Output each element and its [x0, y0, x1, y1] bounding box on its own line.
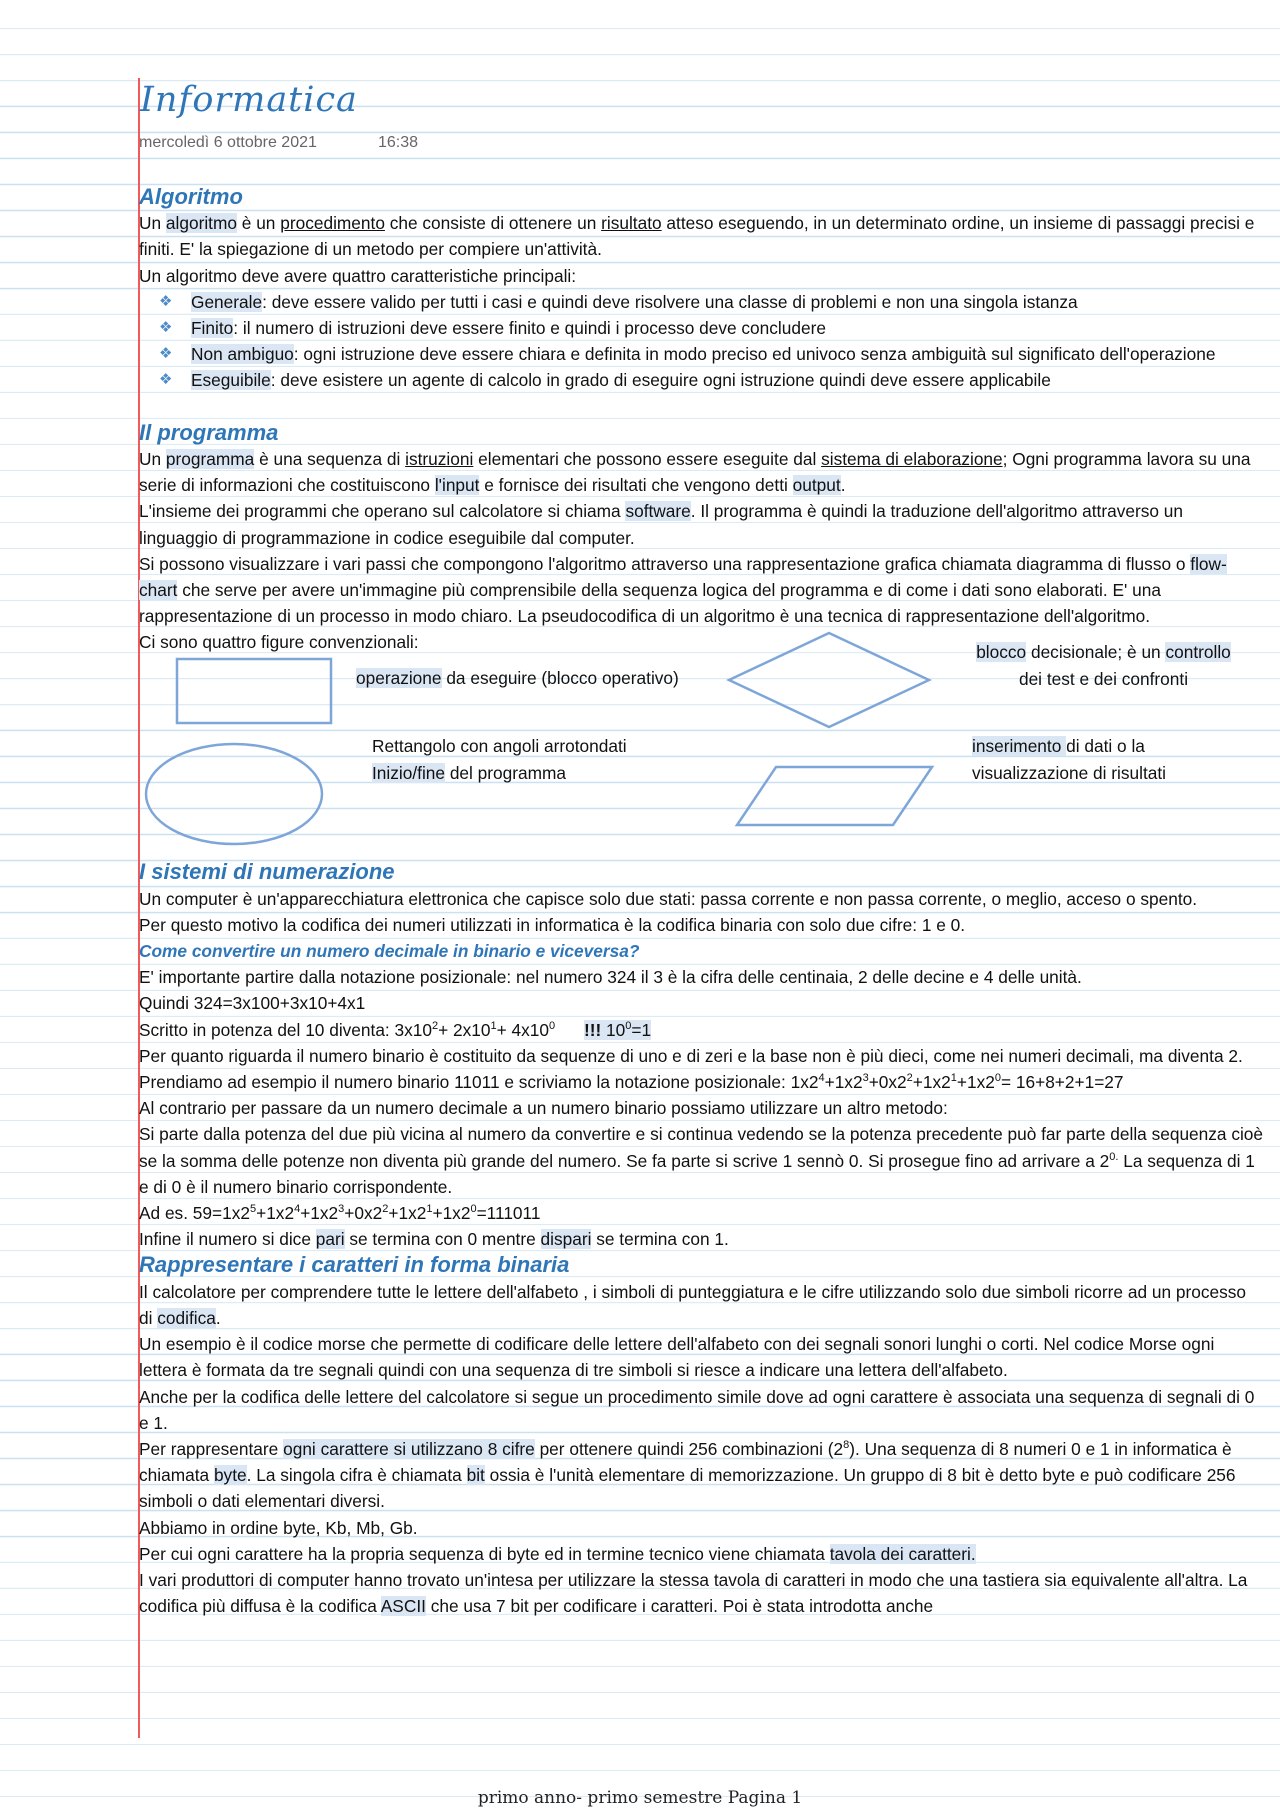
- paragraph: Al contrario per passare da un numero decimale a un numero binario possiamo utilizzare un altro metodo:: [139, 1098, 948, 1119]
- page-title: Informatica: [140, 80, 358, 120]
- paragraph: Un computer è un'apparecchiatura elettronica che capisce solo due stati: passa corrente e non passa corrente, o meglio, acceso o spento.: [139, 888, 1198, 909]
- list-item: ❖ Finito: il numero di istruzioni deve essere finito e quindi i processo deve concludere: [191, 315, 1264, 341]
- paragraph: L'insieme dei programmi che operano sul calcolatore si chiama software. Il programma è quindi la traduzione dell'algoritmo attraverso un linguaggio di programmazione in codice eseguibile dal computer.: [139, 501, 1183, 548]
- section-title-algoritmo: Algoritmo: [139, 184, 243, 209]
- flowchart-figures: [139, 629, 1264, 859]
- paragraph: Il calcolatore per comprendere tutte le lettere dell'alfabeto , i simboli di punteggiatura e le cifre utilizzando solo due simboli ricorre ad un processo di codifica.: [139, 1281, 1247, 1328]
- section-title-programma: Il programma: [139, 419, 279, 445]
- input-output-label: inserimento di dati o la visualizzazione di risultati: [972, 736, 1167, 783]
- note-content: [139, 184, 1264, 1619]
- list-item: ❖ Generale: deve essere valido per tutti i casi e quindi deve risolvere una classe di problemi e non una singola istanza: [191, 289, 1264, 315]
- page-footer: primo anno- primo semestre Pagina 1: [477, 1788, 803, 1808]
- paragraph: Scritto in potenza del 10 diventa: $3x10^2+ 2x10^1+ 4x10^0$ !!! $10^0=1$: [139, 1019, 652, 1040]
- start-end-label: Rettangolo con angoli arrotondati Inizio/fine del programma: [372, 736, 627, 783]
- diamond-bullet-icon: ❖: [159, 345, 173, 363]
- subsection-title: Come convertire un numero decimale in binario e viceversa?: [139, 941, 640, 962]
- paragraph: Abbiamo in ordine byte, Kb, Mb, Gb.: [139, 1517, 418, 1538]
- paragraph: Prendiamo ad esempio il numero binario 11011 e scriviamo la notazione posizionale: $1x2^4+1x2^3+0x2^2+1x2^1+1x2^0= 16+8+2+1=27$: [139, 1072, 1124, 1093]
- paragraph: Un programma è una sequenza di istruzioni elementari che possono essere eseguite dal sistema di elaborazione; Ogni programma lavora su una serie di informazioni che costituiscono l'input e fornisce dei risultati che vengono detti output.: [139, 449, 1251, 496]
- paragraph: Per questo motivo la codifica dei numeri utilizzati in informatica è la codifica binaria con solo due cifre: 1 e 0.: [139, 914, 966, 935]
- paragraph: Anche per la codifica delle lettere del calcolatore si segue un procedimento simile dove ad ogni carattere è associata una sequenza di segnali di 0 e 1.: [139, 1386, 1255, 1433]
- list-item: ❖ Eseguibile: deve esistere un agente di calcolo in grado di eseguire ogni istruzione quindi deve essere applicabile: [191, 367, 1264, 393]
- bullet-list: [139, 289, 1264, 394]
- operation-block-label: operazione da eseguire (blocco operativo): [356, 668, 679, 689]
- paragraph: Quindi 324=3x100+3x10+4x1: [139, 993, 366, 1014]
- paragraph: Ad es. $59=1x2^5+1x2^4+1x2^3+0x2^2+1x2^1+1x2^0=111011$: [139, 1203, 541, 1224]
- section-title-numerazione: I sistemi di numerazione: [139, 859, 395, 885]
- paragraph: E' importante partire dalla notazione posizionale: nel numero 324 il 3 è la cifra delle centinaia, 2 delle decine e 4 delle unità.: [139, 967, 1082, 988]
- paragraph: Un esempio è il codice morse che permette di codificare delle lettere dell'alfabeto con dei segnali sonori lunghi o corti. Nel codice Morse ogni lettera è formata da tre segnali quindi con una sequenza di tre simboli si riesce a indicare una lettera dell'alfabeto.: [139, 1334, 1215, 1381]
- paragraph: Infine il numero si dice pari se termina con 0 mentre dispari se termina con 1.: [139, 1229, 729, 1250]
- decision-block-shape: [729, 633, 929, 727]
- page-date: mercoledì 6 ottobre 2021: [139, 134, 317, 151]
- figures-intro: Ci sono quattro figure convenzionali:: [139, 632, 419, 653]
- paragraph: Per rappresentare ogni carattere si utilizzano 8 cifre per ottenere quindi 256 combinazioni $(2^8)$. Una sequenza di 8 numeri 0 e 1 in informatica è chiamata byte. La singola cifra è chiamata bit ossia è l'unità elementare di memorizzazione. Un gruppo di 8 bit è detto byte e può codificare 256 simboli o dati elementari diversi.: [139, 1438, 1236, 1512]
- paragraph: Per quanto riguarda il numero binario è costituito da sequenze di uno e di zeri e la base non è più dieci, come nei numeri decimali, ma diventa 2.: [139, 1045, 1243, 1066]
- input-output-shape: [737, 767, 932, 825]
- paragraph: I vari produttori di computer hanno trovato un'intesa per utilizzare la stessa tavola di caratteri in modo che una tastiera sia equivalente all'altra. La codifica più diffusa è la codifica ASCII che usa 7 bit per codificare i caratteri. Poi è stata introdotta anche: [139, 1569, 1248, 1617]
- section-title-caratteri: Rappresentare i caratteri in forma binaria: [139, 1252, 570, 1278]
- start-end-shape: [146, 744, 322, 844]
- paragraph: Un algoritmo è un procedimento che consiste di ottenere un risultato atteso eseguendo, in un determinato ordine, un insieme di passaggi precisi e finiti. E' la spiegazione di un metodo per compiere un'attività.: [139, 213, 1255, 260]
- page-time: 16:38: [378, 134, 419, 151]
- diamond-bullet-icon: ❖: [159, 319, 173, 337]
- diamond-bullet-icon: ❖: [159, 371, 173, 389]
- paragraph: Per cui ogni carattere ha la propria sequenza di byte ed in termine tecnico viene chiamata tavola dei caratteri.: [139, 1543, 976, 1564]
- operation-block-shape: [177, 659, 331, 723]
- paragraph: Si parte dalla potenza del due più vicina al numero da convertire e si continua vedendo se la potenza precedente può far parte della sequenza cioè se la somma delle potenze non diventa più grande del numero. Se fa parte si scrive 1 sennò 0. Si prosegue fino ad arrivare a $2^{0.}$ La sequenza di 1 e di 0 è il numero binario corrispondente.: [139, 1124, 1264, 1197]
- paragraph: Un algoritmo deve avere quattro caratteristiche principali:: [139, 265, 577, 286]
- paragraph: Si possono visualizzare i vari passi che compongono l'algoritmo attraverso una rappresentazione grafica chiamata diagramma di flusso o flow-chart che serve per avere un'immagine più comprensibile della sequenza logica del programma e di come i dati sono elaborati. E' una rappresentazione di un processo in modo chiaro. La pseudocodifica di un algoritmo è una tecnica di rappresentazione dell'algoritmo.: [139, 553, 1227, 627]
- decision-block-label: blocco decisionale; è un controllo dei test e dei confronti: [976, 642, 1231, 689]
- diamond-bullet-icon: ❖: [159, 292, 173, 310]
- list-item: ❖ Non ambiguo: ogni istruzione deve essere chiara e definita in modo preciso ed univoco senza ambiguità sul significato dell'operazione: [191, 341, 1264, 367]
